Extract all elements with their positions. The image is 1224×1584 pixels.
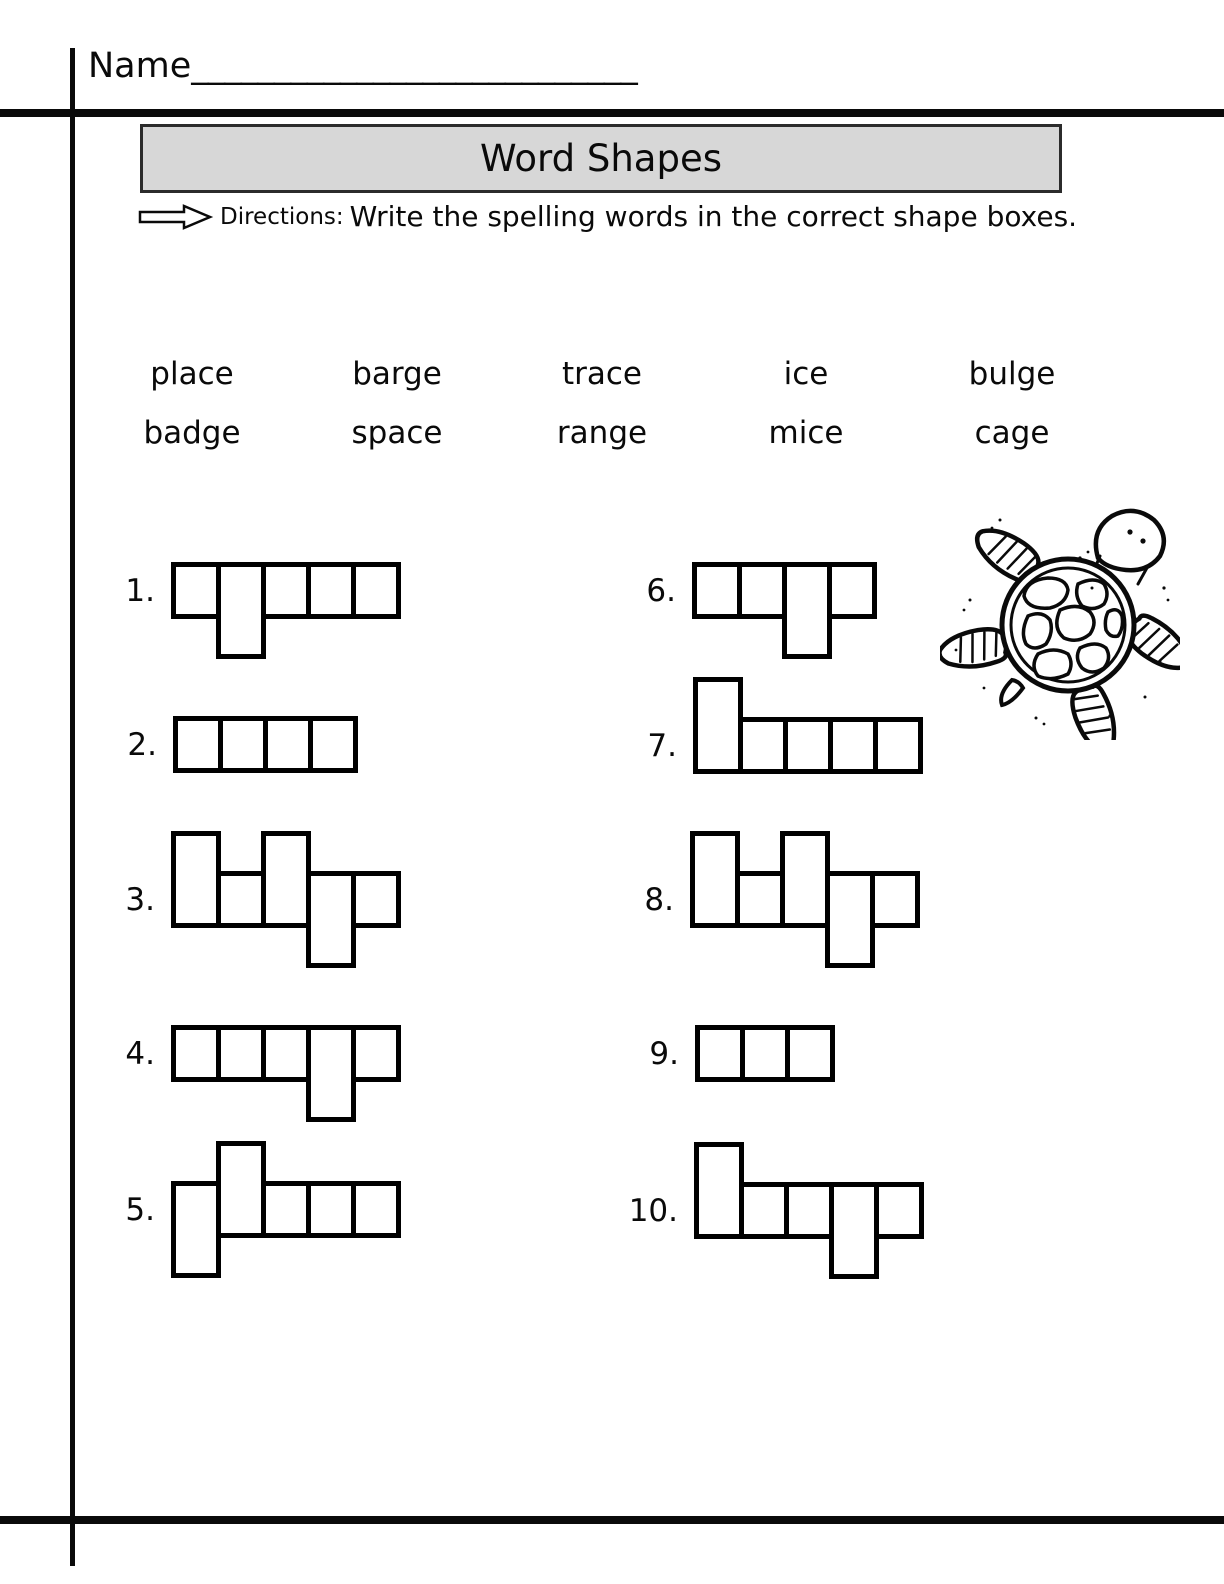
shape-number: 4. xyxy=(125,1035,155,1072)
letter-box-normal-box[interactable] xyxy=(738,717,788,774)
shape-number: 2. xyxy=(127,726,157,763)
letter-box-ascender-box[interactable] xyxy=(171,831,221,928)
word-bank-word: ice xyxy=(783,356,829,392)
letter-box-normal-box[interactable] xyxy=(692,562,742,619)
word-bank-word: barge xyxy=(352,356,442,392)
shape-number: 10. xyxy=(628,1192,678,1229)
word-bank-word: space xyxy=(351,415,443,451)
letter-box-normal-box[interactable] xyxy=(216,871,266,928)
name-row xyxy=(88,46,637,86)
letter-box-normal-box[interactable] xyxy=(737,562,787,619)
letter-box-ascender-box[interactable] xyxy=(261,831,311,928)
letter-box-normal-box[interactable] xyxy=(261,1181,311,1238)
letter-box-descender-box[interactable] xyxy=(306,871,356,968)
bottom-horizontal-rule xyxy=(0,1516,1224,1524)
shape-number: 8. xyxy=(644,881,674,918)
word-bank-word: range xyxy=(556,415,648,451)
letter-box-normal-box[interactable] xyxy=(784,1182,834,1239)
word-bank-word: place xyxy=(150,356,234,392)
letter-box-normal-box[interactable] xyxy=(308,716,358,773)
letter-box-descender-box[interactable] xyxy=(829,1182,879,1279)
directions-text: Write the spelling words in the correct shape boxes. xyxy=(349,200,1078,233)
letter-box-normal-box[interactable] xyxy=(306,562,356,619)
top-horizontal-rule xyxy=(0,109,1224,117)
word-bank-word: bulge xyxy=(968,356,1056,392)
letter-box-ascender-box[interactable] xyxy=(690,831,740,928)
letter-box-descender-box[interactable] xyxy=(825,871,875,968)
letter-box-ascender-box[interactable] xyxy=(693,677,743,774)
letter-box-normal-box[interactable] xyxy=(351,871,401,928)
shape-number: 5. xyxy=(125,1191,155,1228)
letter-box-descender-box[interactable] xyxy=(306,1025,356,1122)
letter-box-normal-box[interactable] xyxy=(783,717,833,774)
letter-box-normal-box[interactable] xyxy=(261,562,311,619)
letter-box-normal-box[interactable] xyxy=(870,871,920,928)
word-bank-word: cage xyxy=(974,415,1050,451)
name-fill-in-line[interactable]: ___________________________ xyxy=(191,46,637,86)
letter-box-normal-box[interactable] xyxy=(216,1025,266,1082)
letter-box-normal-box[interactable] xyxy=(171,562,221,619)
shape-number: 1. xyxy=(125,572,155,609)
shape-number: 3. xyxy=(125,881,155,918)
name-label: Name xyxy=(88,46,192,86)
letter-box-descender-box[interactable] xyxy=(216,562,266,659)
letter-box-normal-box[interactable] xyxy=(828,717,878,774)
shape-number: 7. xyxy=(647,727,677,764)
left-margin-rule xyxy=(70,48,75,1566)
letter-box-normal-box[interactable] xyxy=(695,1025,745,1082)
letter-box-descender-box[interactable] xyxy=(782,562,832,659)
letter-box-normal-box[interactable] xyxy=(351,1025,401,1082)
letter-box-normal-box[interactable] xyxy=(218,716,268,773)
letter-box-normal-box[interactable] xyxy=(785,1025,835,1082)
directions-label: Directions: xyxy=(220,203,344,230)
letter-box-normal-box[interactable] xyxy=(306,1181,356,1238)
page-title: Word Shapes xyxy=(480,137,722,180)
letter-box-normal-box[interactable] xyxy=(873,717,923,774)
directions-row xyxy=(138,200,1077,233)
letter-box-normal-box[interactable] xyxy=(874,1182,924,1239)
letter-box-ascender-box[interactable] xyxy=(694,1142,744,1239)
word-bank-word: trace xyxy=(561,356,643,392)
letter-box-normal-box[interactable] xyxy=(827,562,877,619)
letter-box-normal-box[interactable] xyxy=(739,1182,789,1239)
letter-box-normal-box[interactable] xyxy=(261,1025,311,1082)
word-bank-word: badge xyxy=(143,415,241,451)
shape-number: 6. xyxy=(646,572,676,609)
letter-box-normal-box[interactable] xyxy=(740,1025,790,1082)
letter-box-normal-box[interactable] xyxy=(263,716,313,773)
letter-box-normal-box[interactable] xyxy=(171,1025,221,1082)
turtle-clipart xyxy=(940,492,1180,740)
shape-number: 9. xyxy=(649,1035,679,1072)
letter-box-normal-box[interactable] xyxy=(351,1181,401,1238)
letter-box-descender-box[interactable] xyxy=(171,1181,221,1278)
right-arrow-icon xyxy=(138,203,214,231)
letter-box-normal-box[interactable] xyxy=(735,871,785,928)
letter-box-ascender-box[interactable] xyxy=(216,1141,266,1238)
letter-box-ascender-box[interactable] xyxy=(780,831,830,928)
title-banner xyxy=(140,124,1062,193)
letter-box-normal-box[interactable] xyxy=(173,716,223,773)
word-bank-word: mice xyxy=(768,415,844,451)
letter-box-normal-box[interactable] xyxy=(351,562,401,619)
